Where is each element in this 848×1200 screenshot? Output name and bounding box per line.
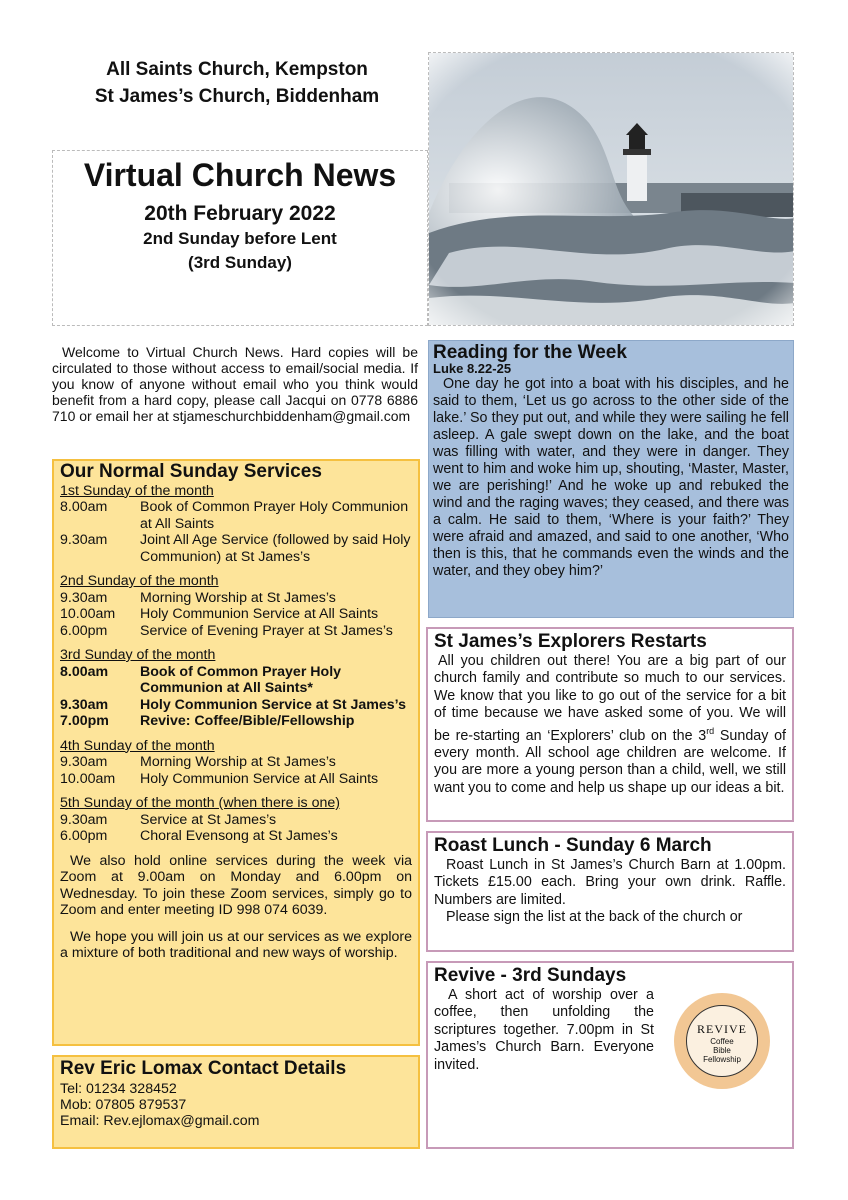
reading-reference: Luke 8.22-25	[433, 361, 512, 376]
month-sunday: (3rd Sunday)	[188, 253, 292, 272]
group-heading: 1st Sunday of the month	[60, 482, 214, 499]
service-time: 7.00pm	[60, 713, 109, 729]
service-row	[60, 664, 412, 697]
contact-details-box	[52, 1055, 420, 1149]
lighthouse-wave-photo	[428, 52, 794, 326]
service-desc: Holy Communion Service at All Saints	[140, 606, 379, 622]
online-services-text: We also hold online services during the week via Zoom at 9.00am on Monday and 6.00pm on Wednesday. To join these Zoom services, simply go to Zoom and enter meeting ID 998 074 6039.	[60, 852, 412, 918]
service-desc: Service of Evening Prayer at St James’s	[140, 622, 393, 639]
group-heading: 4th Sunday of the month	[60, 737, 215, 754]
revive-logo-line2: Bible	[713, 1046, 731, 1055]
service-group-5th	[60, 795, 412, 845]
service-time: 8.00am	[60, 663, 109, 680]
church-names	[52, 56, 422, 110]
newsletter-title: Virtual Church News	[83, 157, 397, 193]
service-time: 10.00am	[60, 606, 116, 622]
group-heading: 2nd Sunday of the month	[60, 573, 219, 589]
service-desc: Service at St James’s	[140, 811, 277, 828]
service-desc: Choral Evensong at St James’s	[140, 828, 338, 844]
service-time: 9.30am	[60, 589, 108, 606]
service-desc: Holy Communion Service at St James’s	[140, 696, 406, 713]
contact-email: Email: Rev.ejlomax@gmail.com	[60, 1113, 260, 1129]
revive-logo-title: REVIVE	[697, 1022, 747, 1036]
service-time: 10.00am	[60, 770, 116, 787]
church-name-2: St James’s Church, Biddenham	[94, 86, 380, 107]
service-desc: Book of Common Prayer Holy Communion at All Saints*	[140, 663, 342, 696]
service-time: 9.30am	[60, 754, 108, 770]
roast-heading: Roast Lunch - Sunday 6 March	[434, 835, 712, 856]
service-row	[60, 828, 412, 845]
contact-tel: Tel: 01234 328452	[60, 1081, 177, 1097]
service-desc: Holy Communion Service at All Saints	[140, 770, 379, 787]
service-row	[60, 713, 412, 730]
service-time: 9.30am	[60, 696, 109, 713]
reading-text: One day he got into a boat with his disciples, and he said to them, ‘Let us go across to the other side of the lake.’ So they put out, and while they were sailing he fell asleep. A gale swept down on the lake, and the boat was filling with water, and they were in danger. They went to him and woke him up, shouting, ‘Master, Master, we are perishing!’ And he woke up and rebuked the wind and the raging waves; they ceased, and there was a calm. He said to them, ‘Where is your faith?’ They were afraid and amazed, and said to one another, ‘Who then is this, that he commands even the winds and the water, and they obey him?’	[433, 376, 790, 579]
group-heading: 5th Sunday of the month (when there is one)	[60, 795, 340, 811]
welcome-services-text: We hope you will join us at our services as we explore a mixture of both traditional and new ways of worship.	[60, 928, 412, 961]
service-time: 6.00pm	[60, 828, 108, 844]
service-group-4th	[60, 738, 412, 788]
group-heading: 3rd Sunday of the month	[60, 647, 216, 663]
service-desc: Morning Worship at St James’s	[140, 754, 336, 770]
service-row	[60, 771, 412, 788]
service-desc: Revive: Coffee/Bible/Fellowship	[140, 713, 355, 729]
explorers-sup: rd	[706, 725, 715, 736]
service-desc: Morning Worship at St James’s	[140, 589, 336, 606]
reading-box	[428, 340, 794, 618]
service-row	[60, 754, 412, 771]
revive-logo	[674, 993, 770, 1089]
service-time: 9.30am	[60, 532, 108, 548]
revive-heading: Revive - 3rd Sundays	[434, 965, 627, 986]
service-time: 6.00pm	[60, 622, 108, 639]
contact-mob: Mob: 07805 879537	[60, 1097, 187, 1113]
title-box	[52, 150, 428, 326]
contact-heading: Rev Eric Lomax Contact Details	[60, 1058, 347, 1079]
revive-logo-inner	[686, 1005, 758, 1077]
service-row	[60, 606, 412, 623]
sunday-services-box	[52, 459, 420, 1046]
church-name-1: All Saints Church, Kempston	[106, 59, 368, 80]
revive-logo-line3: Fellowship	[703, 1055, 741, 1064]
service-time: 8.00am	[60, 499, 108, 515]
revive-text: A short act of worship over a coffee, then unfolding the scriptures together. 7.00pm in St James’s Church Barn. Everyone invited.	[434, 986, 654, 1073]
services-heading: Our Normal Sunday Services	[60, 461, 322, 482]
service-group-3rd	[60, 647, 412, 730]
liturgical-sunday: 2nd Sunday before Lent	[143, 229, 337, 248]
service-group-2nd	[60, 573, 412, 639]
explorers-text-a: All you children out there! You are a big part of our church family and contribute so much to our services. We know that you like to go out of the service for a bit of time because we have asked some of you. We will be re-starting an ‘Explorers’ club on the 3	[434, 652, 786, 744]
explorers-text	[434, 653, 786, 798]
reading-heading: Reading for the Week	[433, 342, 627, 363]
roast-text: Roast Lunch in St James’s Church Barn at 1.00pm. Tickets £15.00 each. Bring your own drink. Raffle. Numbers are limited.	[434, 856, 786, 908]
service-desc: Book of Common Prayer Holy Communion at All Saints	[140, 499, 409, 532]
explorers-text-b: Sunday of every month. All school age children are welcome. If you are more a young person than a child, well, we still want you to come and help us shape up our ideas a bit.	[434, 727, 787, 796]
service-row	[60, 623, 412, 640]
newsletter-date: 20th February 2022	[144, 202, 336, 225]
service-desc: Joint All Age Service (followed by said Holy Communion) at St James’s	[140, 532, 411, 565]
roast-lunch-box	[426, 831, 794, 952]
service-group-1st	[60, 483, 412, 566]
service-row	[60, 499, 412, 532]
roast-text-2: Please sign the list at the back of the church or	[446, 909, 743, 925]
service-row	[60, 532, 412, 565]
service-time: 9.30am	[60, 811, 108, 828]
service-row	[60, 812, 412, 829]
explorers-box	[426, 627, 794, 822]
intro-text: Welcome to Virtual Church News. Hard copies will be circulated to those without access to email/social media. If you know of anyone without email who you think would benefit from a hard copy, please call Jacqui on 0778 6886 710 or email her at stjameschurchbiddenham@gmail.com	[52, 344, 418, 424]
explorers-heading: St James’s Explorers Restarts	[434, 631, 707, 652]
service-row	[60, 697, 412, 714]
welcome-intro	[52, 344, 418, 424]
lighthouse-image	[429, 53, 794, 326]
service-row	[60, 590, 412, 607]
revive-logo-line1: Coffee	[710, 1037, 734, 1046]
